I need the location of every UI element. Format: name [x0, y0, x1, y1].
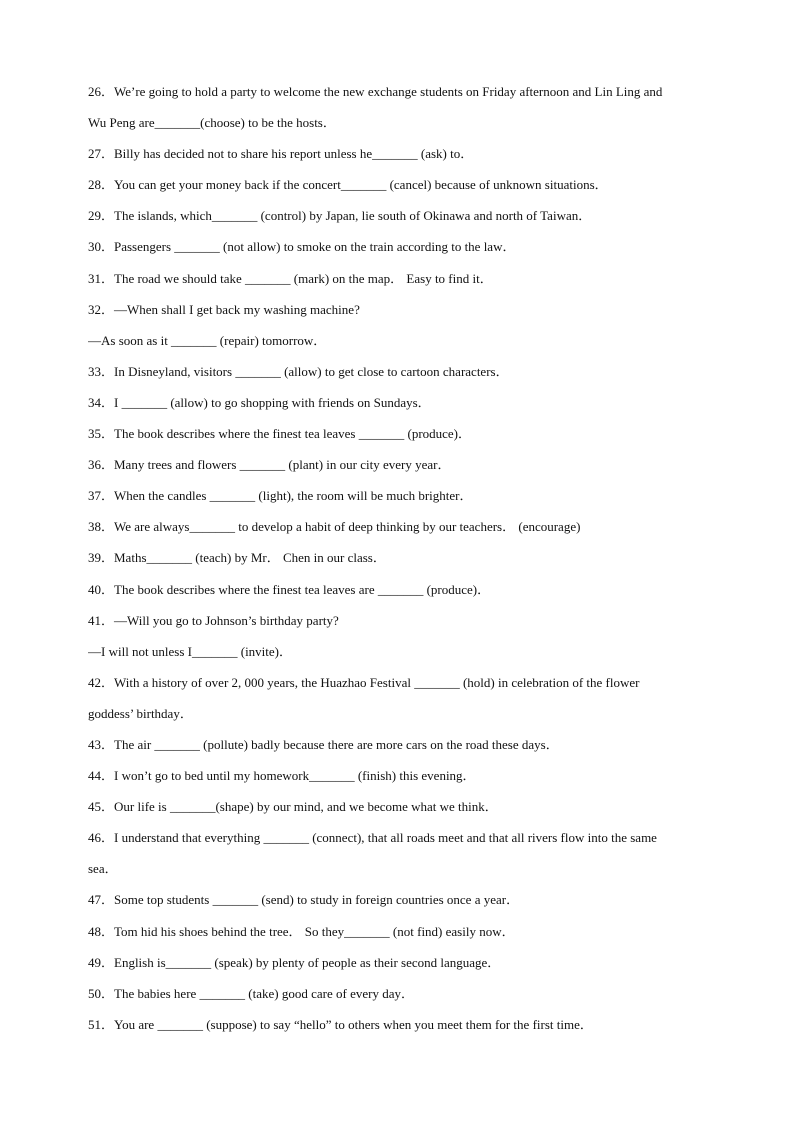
question-text-line: 33．In Disneyland, visitors _______ (allow) to get close to cartoon characters．: [88, 363, 509, 379]
question-text-line: 39．Maths_______ (teach) by Mr． Chen in our class．: [88, 550, 386, 566]
question-item: [88, 884, 708, 915]
question-text-line: 34．I _______ (allow) to go shopping with friends on Sundays．: [88, 394, 431, 410]
question-item: [88, 667, 708, 729]
question-item: [88, 947, 708, 978]
question-text-line: 38．We are always_______ to develop a habit of deep thinking by our teachers． (encourage): [88, 519, 581, 535]
question-text-line: 48．Tom hid his shoes behind the tree． So they_______ (not find) easily now．: [88, 923, 515, 939]
question-item: [88, 791, 708, 822]
question-item: [88, 231, 708, 262]
question-text-line: 27．Billy has decided not to share his report unless he_______ (ask) to．: [88, 146, 474, 162]
question-item: [88, 542, 708, 573]
question-item: [88, 760, 708, 791]
question-text-line: 35．The book describes where the finest tea leaves _______ (produce)．: [88, 426, 472, 442]
question-item: [88, 138, 708, 169]
question-item: [88, 605, 708, 667]
question-text-line: 41．—Will you go to Johnson’s birthday party?: [88, 612, 339, 628]
question-item: [88, 200, 708, 231]
question-text-line: 28．You can get your money back if the concert_______ (cancel) because of unknown situations．: [88, 177, 608, 193]
question-item: [88, 480, 708, 511]
question-text-line: 40．The book describes where the finest tea leaves are _______ (produce)．: [88, 581, 491, 597]
question-item: [88, 978, 708, 1009]
question-text-line: —I will not unless I_______ (invite)．: [88, 643, 293, 659]
question-text-line: 30．Passengers _______ (not allow) to smoke on the train according to the law．: [88, 239, 516, 255]
question-text-line: goddess’ birthday．: [88, 705, 193, 721]
question-text-line: —As soon as it _______ (repair) tomorrow．: [88, 332, 327, 348]
question-text-line: 31．The road we should take _______ (mark) on the map． Easy to find it．: [88, 270, 493, 286]
question-item: [88, 294, 708, 356]
question-item: [88, 76, 708, 138]
question-item: [88, 449, 708, 480]
question-item: [88, 729, 708, 760]
question-item: [88, 169, 708, 200]
question-item: [88, 387, 708, 418]
question-text-line: 29．The islands, which_______ (control) by Japan, lie south of Okinawa and north of Taiwan．: [88, 208, 592, 224]
question-text-line: sea．: [88, 861, 118, 877]
question-item: [88, 822, 708, 884]
question-text-line: 45．Our life is _______(shape) by our mind, and we become what we think．: [88, 799, 498, 815]
question-text-line: 51．You are _______ (suppose) to say “hello” to others when you meet them for the first time．: [88, 1016, 593, 1032]
question-text-line: 42．With a history of over 2, 000 years, the Huazhao Festival _______ (hold) in celebration of the flower: [88, 674, 640, 690]
question-text-line: 26．We’re going to hold a party to welcome the new exchange students on Friday afternoon and Lin Ling and: [88, 84, 663, 99]
question-item: [88, 916, 708, 947]
question-text-line: 44．I won’t go to bed until my homework_______ (finish) this evening．: [88, 768, 476, 784]
question-list: [88, 76, 708, 1040]
question-text-line: 49．English is_______ (speak) by plenty of people as their second language．: [88, 954, 501, 970]
question-text-line: 36．Many trees and flowers _______ (plant) in our city every year．: [88, 457, 451, 473]
question-text-line: Wu Peng are_______(choose) to be the hosts．: [88, 115, 336, 131]
question-item: [88, 1009, 708, 1040]
question-text-line: 37．When the candles _______ (light), the room will be much brighter．: [88, 488, 473, 504]
question-text-line: 46．I understand that everything _______ (connect), that all roads meet and that all rivers flow into the same: [88, 830, 657, 846]
question-text-line: 47．Some top students _______ (send) to study in foreign countries once a year．: [88, 892, 520, 908]
question-item: [88, 418, 708, 449]
question-item: [88, 574, 708, 605]
question-item: [88, 356, 708, 387]
question-text-line: 32．—When shall I get back my washing machine?: [88, 301, 360, 317]
question-item: [88, 263, 708, 294]
question-text-line: 43．The air _______ (pollute) badly because there are more cars on the road these days．: [88, 736, 559, 752]
question-text-line: 50．The babies here _______ (take) good care of every day．: [88, 985, 414, 1001]
question-item: [88, 511, 708, 542]
